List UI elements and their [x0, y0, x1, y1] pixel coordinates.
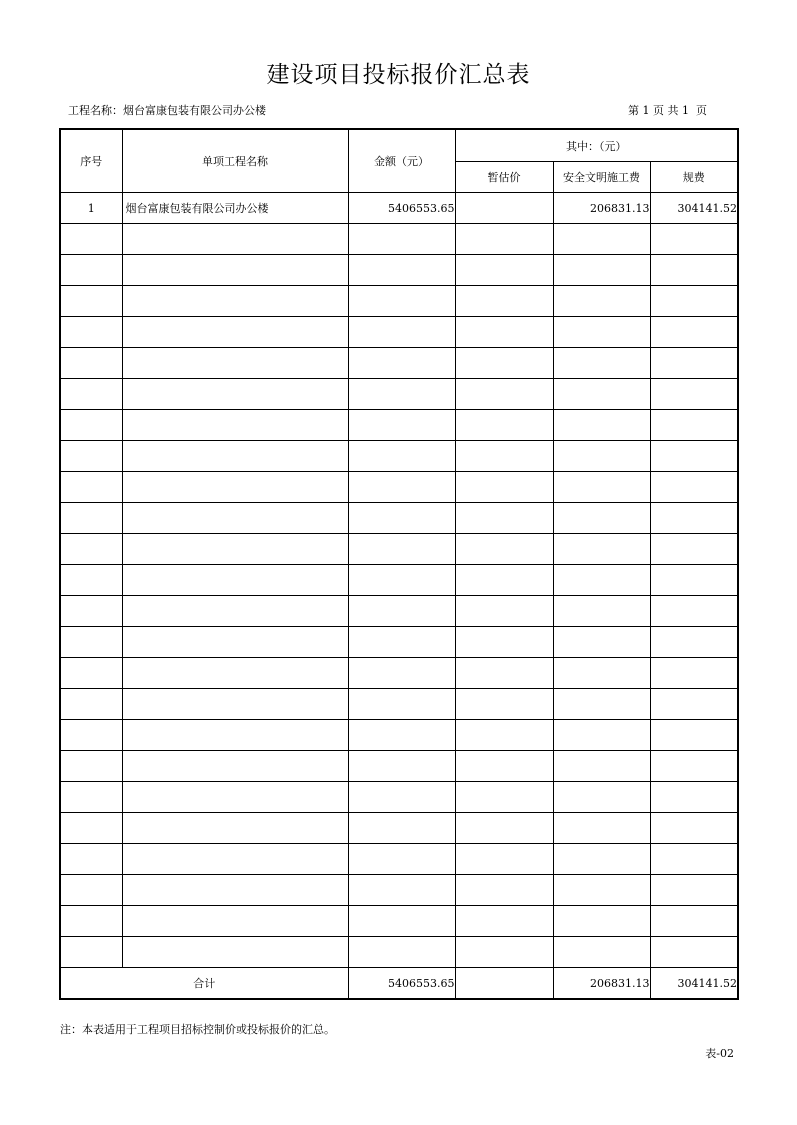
cell-fees	[650, 720, 738, 751]
cell-fees	[650, 503, 738, 534]
cell-item-name	[122, 627, 348, 658]
cell-fees	[650, 255, 738, 286]
cell-item-name	[122, 689, 348, 720]
cell-provisional	[455, 224, 553, 255]
cell-safety	[553, 348, 650, 379]
cell-fees	[650, 472, 738, 503]
cell-provisional	[455, 379, 553, 410]
cell-seq	[60, 720, 122, 751]
cell-provisional	[455, 596, 553, 627]
cell-amount	[348, 379, 455, 410]
cell-fees	[650, 317, 738, 348]
cell-fees	[650, 875, 738, 906]
total-label: 合计	[60, 968, 348, 1000]
cell-seq	[60, 224, 122, 255]
cell-seq	[60, 410, 122, 441]
cell-amount	[348, 441, 455, 472]
cell-item-name	[122, 937, 348, 968]
cell-amount	[348, 720, 455, 751]
cell-safety	[553, 255, 650, 286]
cell-seq	[60, 906, 122, 937]
summary-table-body	[60, 129, 738, 999]
header-safety: 安全文明施工费	[553, 162, 650, 193]
header-fees: 规费	[650, 162, 738, 193]
cell-item-name	[122, 255, 348, 286]
cell-fees	[650, 224, 738, 255]
cell-safety	[553, 844, 650, 875]
table-row	[60, 534, 738, 565]
cell-safety	[553, 813, 650, 844]
table-row	[60, 503, 738, 534]
cell-provisional	[455, 937, 553, 968]
cell-item-name	[122, 565, 348, 596]
cell-safety	[553, 534, 650, 565]
cell-amount	[348, 286, 455, 317]
cell-amount	[348, 317, 455, 348]
cell-amount	[348, 534, 455, 565]
cell-safety	[553, 472, 650, 503]
cell-item-name	[122, 224, 348, 255]
cell-provisional	[455, 720, 553, 751]
table-row	[60, 844, 738, 875]
cell-fees	[650, 286, 738, 317]
cell-provisional	[455, 627, 553, 658]
cell-safety	[553, 286, 650, 317]
cell-provisional	[455, 534, 553, 565]
header-provisional: 暂估价	[455, 162, 553, 193]
table-row	[60, 472, 738, 503]
cell-provisional	[455, 782, 553, 813]
header-amount: 金额（元）	[348, 129, 455, 193]
cell-provisional	[455, 658, 553, 689]
cell-provisional	[455, 503, 553, 534]
table-row	[60, 937, 738, 968]
cell-amount	[348, 751, 455, 782]
cell-safety	[553, 658, 650, 689]
cell-safety	[553, 441, 650, 472]
total-safety: 206831.13	[553, 968, 650, 1000]
cell-amount	[348, 596, 455, 627]
cell-fees	[650, 379, 738, 410]
cell-amount	[348, 844, 455, 875]
table-row	[60, 565, 738, 596]
cell-provisional	[455, 565, 553, 596]
cell-provisional	[455, 317, 553, 348]
table-row	[60, 224, 738, 255]
cell-safety	[553, 782, 650, 813]
cell-fees	[650, 565, 738, 596]
cell-amount	[348, 658, 455, 689]
cell-item-name	[122, 813, 348, 844]
cell-seq	[60, 379, 122, 410]
table-row	[60, 379, 738, 410]
cell-item-name	[122, 875, 348, 906]
cell-item-name	[122, 596, 348, 627]
cell-provisional	[455, 286, 553, 317]
cell-seq	[60, 255, 122, 286]
page-number: 第 1 页 共 1 页	[628, 104, 707, 117]
cell-fees	[650, 627, 738, 658]
footnote: 注：本表适用于工程项目招标控制价或投标报价的汇总。	[60, 1023, 335, 1036]
cell-seq	[60, 441, 122, 472]
header-row	[60, 129, 738, 162]
cell-provisional	[455, 348, 553, 379]
cell-seq	[60, 534, 122, 565]
cell-seq	[60, 751, 122, 782]
cell-item-name	[122, 286, 348, 317]
cell-seq	[60, 565, 122, 596]
cell-item-name	[122, 906, 348, 937]
project-name: 烟台富康包装有限公司办公楼	[123, 104, 266, 117]
cell-safety	[553, 937, 650, 968]
cell-safety: 206831.13	[553, 193, 650, 224]
cell-item-name	[122, 441, 348, 472]
cell-seq	[60, 782, 122, 813]
table-row	[60, 813, 738, 844]
project-label: 工程名称：	[68, 104, 123, 117]
cell-provisional	[455, 906, 553, 937]
cell-amount	[348, 503, 455, 534]
cell-fees: 304141.52	[650, 193, 738, 224]
cell-safety	[553, 720, 650, 751]
cell-safety	[553, 751, 650, 782]
cell-provisional	[455, 472, 553, 503]
table-row	[60, 410, 738, 441]
table-row	[60, 782, 738, 813]
total-row	[60, 968, 738, 1000]
cell-fees	[650, 906, 738, 937]
cell-fees	[650, 782, 738, 813]
cell-provisional	[455, 875, 553, 906]
cell-fees	[650, 689, 738, 720]
cell-item-name: 烟台富康包装有限公司办公楼	[122, 193, 348, 224]
cell-provisional	[455, 813, 553, 844]
cell-safety	[553, 689, 650, 720]
cell-item-name	[122, 317, 348, 348]
cell-amount	[348, 813, 455, 844]
table-row	[60, 348, 738, 379]
cell-safety	[553, 596, 650, 627]
cell-item-name	[122, 782, 348, 813]
table-row	[60, 658, 738, 689]
cell-seq	[60, 875, 122, 906]
cell-provisional	[455, 689, 553, 720]
cell-item-name	[122, 534, 348, 565]
cell-amount	[348, 472, 455, 503]
cell-fees	[650, 751, 738, 782]
table-row	[60, 875, 738, 906]
cell-provisional	[455, 193, 553, 224]
cell-item-name	[122, 720, 348, 751]
table-row	[60, 751, 738, 782]
cell-fees	[650, 596, 738, 627]
cell-amount	[348, 565, 455, 596]
cell-provisional	[455, 441, 553, 472]
cell-amount	[348, 906, 455, 937]
cell-seq	[60, 596, 122, 627]
form-number: 表-02	[705, 1047, 734, 1060]
cell-provisional	[455, 410, 553, 441]
total-amount: 5406553.65	[348, 968, 455, 1000]
cell-amount	[348, 627, 455, 658]
summary-table	[59, 128, 739, 1000]
total-provisional	[455, 968, 553, 1000]
table-row	[60, 255, 738, 286]
cell-seq	[60, 844, 122, 875]
cell-seq	[60, 503, 122, 534]
cell-item-name	[122, 844, 348, 875]
cell-amount	[348, 224, 455, 255]
cell-amount	[348, 348, 455, 379]
total-fees: 304141.52	[650, 968, 738, 1000]
cell-item-name	[122, 410, 348, 441]
cell-item-name	[122, 751, 348, 782]
cell-fees	[650, 658, 738, 689]
cell-item-name	[122, 658, 348, 689]
cell-item-name	[122, 348, 348, 379]
cell-fees	[650, 534, 738, 565]
table-row	[60, 441, 738, 472]
cell-item-name	[122, 472, 348, 503]
cell-fees	[650, 348, 738, 379]
cell-fees	[650, 813, 738, 844]
cell-amount	[348, 689, 455, 720]
cell-safety	[553, 224, 650, 255]
table-row	[60, 286, 738, 317]
cell-seq	[60, 472, 122, 503]
project-name-line	[68, 102, 266, 118]
cell-provisional	[455, 255, 553, 286]
table-row	[60, 317, 738, 348]
cell-item-name	[122, 503, 348, 534]
table-row	[60, 689, 738, 720]
table-row	[60, 720, 738, 751]
cell-safety	[553, 627, 650, 658]
cell-safety	[553, 906, 650, 937]
cell-amount	[348, 875, 455, 906]
cell-seq	[60, 317, 122, 348]
cell-seq	[60, 689, 122, 720]
cell-seq	[60, 813, 122, 844]
cell-amount	[348, 937, 455, 968]
cell-fees	[650, 937, 738, 968]
cell-amount	[348, 410, 455, 441]
cell-amount	[348, 782, 455, 813]
cell-item-name	[122, 379, 348, 410]
cell-safety	[553, 410, 650, 441]
table-row	[60, 193, 738, 224]
cell-fees	[650, 441, 738, 472]
cell-safety	[553, 875, 650, 906]
cell-seq	[60, 937, 122, 968]
cell-seq: 1	[60, 193, 122, 224]
cell-safety	[553, 503, 650, 534]
cell-safety	[553, 317, 650, 348]
cell-safety	[553, 565, 650, 596]
header-item-name: 单项工程名称	[122, 129, 348, 193]
cell-provisional	[455, 844, 553, 875]
table-row	[60, 596, 738, 627]
cell-fees	[650, 410, 738, 441]
cell-provisional	[455, 751, 553, 782]
cell-seq	[60, 348, 122, 379]
cell-seq	[60, 627, 122, 658]
header-of-which: 其中：（元）	[455, 129, 738, 162]
table-row	[60, 627, 738, 658]
cell-amount: 5406553.65	[348, 193, 455, 224]
cell-fees	[650, 844, 738, 875]
table-row	[60, 906, 738, 937]
cell-seq	[60, 286, 122, 317]
cell-amount	[348, 255, 455, 286]
page-title: 建设项目投标报价汇总表	[266, 62, 531, 88]
cell-seq	[60, 658, 122, 689]
header-seq: 序号	[60, 129, 122, 193]
cell-safety	[553, 379, 650, 410]
